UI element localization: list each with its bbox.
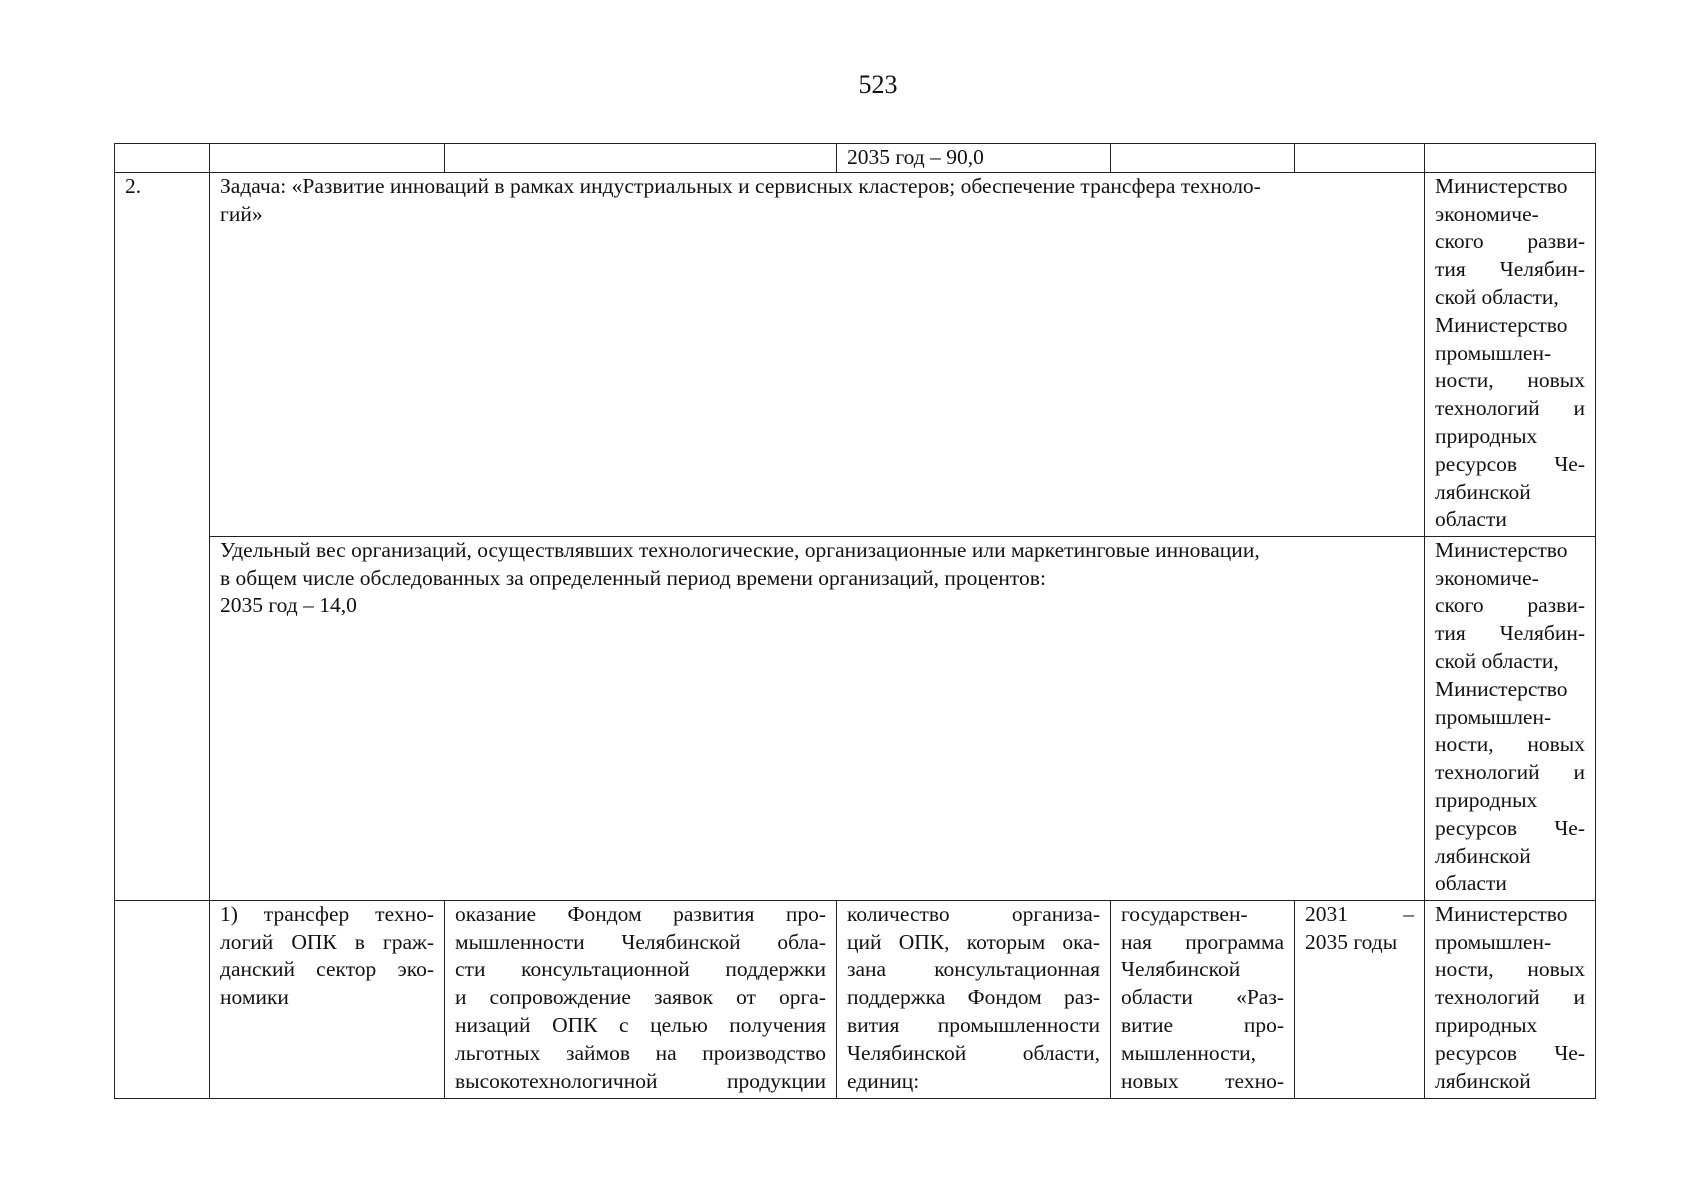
table-row-top — [115, 144, 1596, 173]
activity-line: льготных займов на производство — [455, 1040, 826, 1065]
measure-indicator-line: количество организа- — [847, 901, 1100, 926]
top-indicator-value: 2035 год – 90,0 — [837, 144, 1111, 173]
responsible-line: Министерство — [1435, 312, 1568, 337]
measure-indicator-line: Челябинской области, — [847, 1040, 1100, 1065]
direction-line: логий ОПК в граж- — [220, 929, 434, 954]
responsible-line: ской области, — [1435, 648, 1559, 673]
program-line: новых техно- — [1121, 1068, 1284, 1093]
activity-line: оказание Фондом развития про- — [455, 901, 826, 926]
responsible-line: ресурсов Че- — [1435, 1040, 1585, 1065]
responsible-line: лябинской — [1435, 1068, 1531, 1093]
cell-empty — [445, 144, 837, 173]
cell-empty — [1425, 144, 1596, 173]
direction-line: данский сектор эко- — [220, 957, 434, 982]
indicator-row — [115, 536, 1596, 900]
task-number: 2. — [115, 172, 210, 900]
responsible-line: лябинской — [1435, 843, 1531, 868]
responsible-line: экономиче- — [1435, 201, 1539, 226]
measure-indicator-line: зана консультационная — [847, 957, 1100, 982]
responsible-line: промышлен- — [1435, 929, 1552, 954]
cell-empty — [115, 144, 210, 173]
document-table — [114, 143, 1596, 1099]
responsible-line: ности, новых — [1435, 368, 1585, 393]
indicator-text — [210, 536, 1425, 900]
responsible-line: ского разви- — [1435, 229, 1585, 254]
program-line: мышленности, — [1121, 1040, 1256, 1065]
activity-line: сти консультационной поддержки — [455, 957, 826, 982]
cell-empty — [1295, 144, 1425, 173]
indicator-line: 2035 год – 14,0 — [220, 593, 357, 618]
task-title-line: Задача: «Развитие инноваций в рамках индустриальных и сервисных кластеров; обеспечение трансфера техноло- — [220, 173, 1261, 198]
measure-indicator — [837, 900, 1111, 1098]
responsible-line: Министерство — [1435, 901, 1568, 926]
task-title-line: гий» — [220, 201, 263, 226]
responsible-line: экономиче- — [1435, 565, 1539, 590]
responsible-line: технологий и — [1435, 396, 1585, 421]
program-line: области «Раз- — [1121, 985, 1284, 1010]
responsible-line: промышлен- — [1435, 704, 1552, 729]
task-row — [115, 172, 1596, 536]
task-title — [210, 172, 1425, 536]
responsible-line: природных — [1435, 423, 1538, 448]
responsible-line: Министерство — [1435, 537, 1568, 562]
responsible-line: лябинской — [1435, 479, 1531, 504]
responsible-line: технологий и — [1435, 760, 1585, 785]
period-line: 2031 – — [1305, 901, 1414, 926]
measure-indicator-line: ций ОПК, которым ока- — [847, 929, 1100, 954]
responsible-line: Министерство — [1435, 173, 1568, 198]
measure-period — [1295, 900, 1425, 1098]
responsible-line: ности, новых — [1435, 957, 1585, 982]
direction-line: номики — [220, 985, 289, 1010]
responsible-line: ности, новых — [1435, 732, 1585, 757]
indicator-responsible — [1425, 536, 1596, 900]
measure-direction — [210, 900, 445, 1098]
program-line: государствен- — [1121, 901, 1248, 926]
cell-empty — [1111, 144, 1295, 173]
cell-empty — [115, 900, 210, 1098]
measure-responsible — [1425, 900, 1596, 1098]
cell-empty — [210, 144, 445, 173]
responsible-line: промышлен- — [1435, 340, 1552, 365]
responsible-line: ресурсов Че- — [1435, 815, 1585, 840]
measure-indicator-line: поддержка Фондом раз- — [847, 985, 1100, 1010]
program-line: витие про- — [1121, 1012, 1284, 1037]
measure-row — [115, 900, 1596, 1098]
measure-program — [1111, 900, 1295, 1098]
activity-line: высокотехнологичной продукции — [455, 1068, 826, 1093]
responsible-line: природных — [1435, 787, 1538, 812]
responsible-line: ской области, — [1435, 284, 1559, 309]
period-line: 2035 годы — [1305, 929, 1398, 954]
activity-line: мышленности Челябинской обла- — [455, 929, 826, 954]
program-line: ная программа — [1121, 929, 1284, 954]
responsible-line: природных — [1435, 1012, 1538, 1037]
responsible-line: области — [1435, 507, 1507, 532]
indicator-line: Удельный вес организаций, осуществлявших технологические, организационные или маркетинговые инновации, — [220, 537, 1260, 562]
indicator-line: в общем числе обследованных за определенный период времени организаций, процентов: — [220, 565, 1046, 590]
direction-line: 1) трансфер техно- — [220, 901, 434, 926]
activity-line: низаций ОПК с целью получения — [455, 1012, 826, 1037]
measure-indicator-line: вития промышленности — [847, 1012, 1100, 1037]
responsible-line: тия Челябин- — [1435, 257, 1585, 282]
responsible-line: тия Челябин- — [1435, 621, 1585, 646]
responsible-line: ского разви- — [1435, 593, 1585, 618]
page-number: 523 — [858, 70, 898, 99]
responsible-line: Министерство — [1435, 676, 1568, 701]
responsible-line: области — [1435, 871, 1507, 896]
activity-line: и сопровождение заявок от орга- — [455, 985, 826, 1010]
responsible-line: технологий и — [1435, 985, 1585, 1010]
program-line: Челябинской — [1121, 957, 1241, 982]
measure-activity — [445, 900, 837, 1098]
task-responsible — [1425, 172, 1596, 536]
responsible-line: ресурсов Че- — [1435, 451, 1585, 476]
measure-indicator-line: единиц: — [847, 1068, 920, 1093]
